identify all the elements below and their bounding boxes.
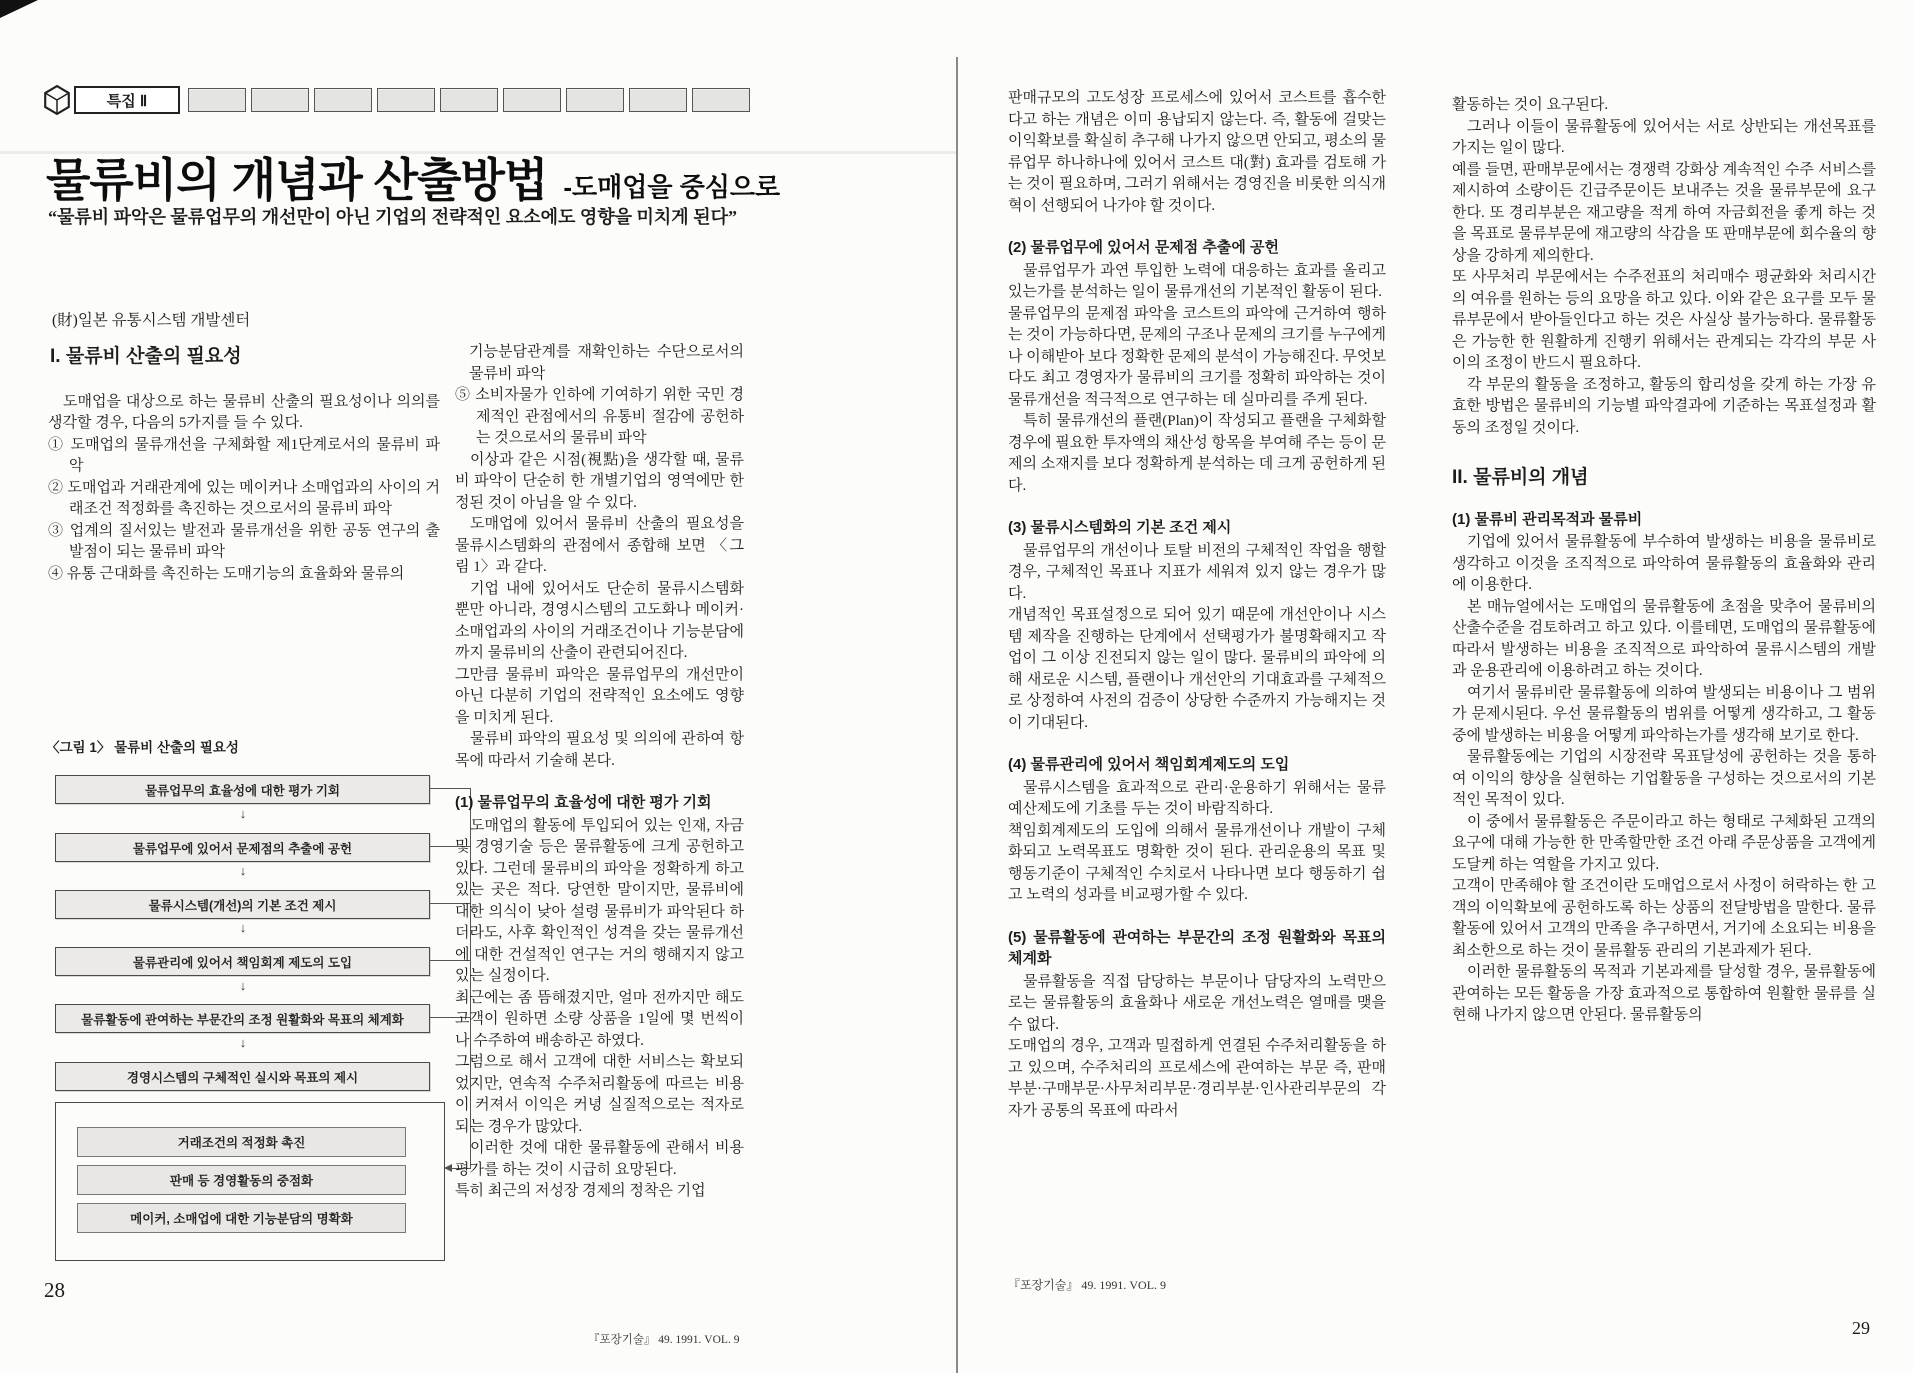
article-subtitle-suffix: -도매업을 중심으로 xyxy=(563,172,781,202)
section-heading: (4) 물류관리에 있어서 책임회계제도의 도입 xyxy=(1008,756,1290,773)
paragraph: 활동하는 것이 요구된다. xyxy=(1452,97,1609,113)
header-tab xyxy=(251,88,309,112)
flow-box: 경영시스템의 구체적인 실시와 목표의 제시 xyxy=(55,1062,430,1091)
section-heading: (1) 물류업무의 효율성에 대한 평가 기회 xyxy=(455,794,712,811)
paragraph: 최근에는 좀 뜸해졌지만, 얼마 전까지만 해도 고객이 원하면 소량 상품을 1일에 몇 번씩이나 수주하여 배송하곤 하였다. xyxy=(455,989,744,1049)
paragraph: 고객이 만족해야 할 조건이란 도매업으로서 사정이 허락하는 한 고객의 이익확보에 공헌하도록 하는 상품의 전달방법을 말한다. 물류활동에 있어서 고객의 만족을 추구하면서, 거기에 소요되는 비용을 최소한으로 하는 것이 물류활동 관리의 기본과제가 된다. xyxy=(1452,878,1876,959)
paragraph: 물류시스템을 효과적으로 관리·운용하기 위해서는 물류예산제도에 기초를 두는 것이 바람직하다. xyxy=(1008,779,1386,817)
down-arrow-icon: ↓ xyxy=(239,863,247,878)
paragraph: 이러한 물류활동의 목적과 기본과제를 달성할 경우, 물류활동에 관여하는 모든 활동을 가장 효과적으로 통합하여 원활한 물류를 실현해 나가지 않으면 안된다. 물류활동의 xyxy=(1452,964,1876,1023)
paragraph: 물류업무가 과연 투입한 노력에 대응하는 효과를 올리고 있는가를 분석하는 일이 물류개선의 기본적인 활동이 된다. xyxy=(1008,262,1386,300)
article-title: 물류비의 개념과 산출방법 -도매업을 중심으로 xyxy=(46,154,781,206)
paragraph: 도매업에 있어서 물류비 산출의 필요성을 물류시스템화의 관점에서 종합해 보면 〈그림 1〉과 같다. xyxy=(455,516,744,575)
header-tab xyxy=(503,88,561,112)
pull-quote: “물류비 파악은 물류업무의 개선만이 아닌 기업의 전략적인 요소에도 영향을 미치게 된다” xyxy=(48,207,737,227)
special-feature-header xyxy=(44,84,755,116)
left-arrowhead-icon xyxy=(444,1164,452,1172)
paragraph: 도매업의 경우, 고객과 밀접하게 연결된 수주처리활동을 하고 있으며, 수주처리의 프로세스에 관여하는 부문 즉, 판매부분·구매부문·사무처리부문·경리부분·인사관리부문의 각자가 공통의 목표에 따라서 xyxy=(1008,1038,1386,1119)
header-tab xyxy=(440,88,498,112)
header-tab xyxy=(629,88,687,112)
column-2 xyxy=(455,342,744,1203)
section-heading: (3) 물류시스템화의 기본 조건 제시 xyxy=(1008,519,1232,536)
down-arrow-icon: ↓ xyxy=(239,1035,247,1050)
paragraph: 도매업을 대상으로 하는 물류비 산출의 필요성이나 의의를 생각할 경우, 다음의 5가지를 들 수 있다. xyxy=(48,393,440,431)
paragraph: 특히 물류개선의 플랜(Plan)이 작성되고 플랜을 구체화할 경우에 필요한 투자액의 채산성 항목을 부여해 주는 등이 문제의 소재지를 보다 정확하게 분석하는 데 크게 공헌하게 된다. xyxy=(1008,413,1386,494)
journal-footer-right: 『포장기술』 49. 1991. VOL. 9 xyxy=(1008,1278,1167,1292)
column-4 xyxy=(1452,95,1876,1027)
header-tab xyxy=(566,88,624,112)
paragraph: 기업에 있어서 물류활동에 부수하여 발생하는 비용을 물류비로 생각하고 이것을 조직적으로 파악하여 물류활동의 효율화와 관리에 이용한다. xyxy=(1452,534,1876,593)
section-heading: (5) 물류활동에 관여하는 부문간의 조정 원활화와 목표의 체계화 xyxy=(1008,928,1386,967)
paragraph: 본 매뉴얼에서는 도매업의 물류활동에 초점을 맞추어 물류비의 산출수준을 검토하려고 하고 있다. 이를테면, 도매업의 물류활동에 따라서 발생하는 비용을 조직적으로 파악하여 물류시스템의 개발과 운용관리에 이용하려고 하는 것이다. xyxy=(1452,598,1876,679)
header-tab xyxy=(377,88,435,112)
section-heading: I. 물류비 산출의 필요성 xyxy=(50,346,242,367)
paragraph: 또 사무처리 부문에서는 수주전표의 처리매수 평균화와 처리시간의 여유를 원하는 등의 요망을 하고 있다. 이와 같은 요구를 모두 물류부문에서 받아들인다고 하는 것은 사실상 불가능하다. 물류활동은 가능한 한 원활하게 진행키 위해서는 관계되는 각각의 부문 사이의 조정이 반드시 필요하다. xyxy=(1452,269,1876,371)
flow-box: 물류활동에 관여하는 부문간의 조정 원활화와 목표의 체계화 xyxy=(55,1004,430,1033)
section-heading: II. 물류비의 개념 xyxy=(1452,467,1589,488)
cube-icon xyxy=(44,85,70,115)
down-arrow-icon: ↓ xyxy=(239,806,247,821)
paragraph: 판매규모의 고도성장 프로세스에 있어서 코스트를 흡수한다고 하는 개념은 이미 용납되지 않는다. 즉, 활동에 걸맞는 이익확보를 확실히 추구해 나가지 않으면 안되고, 평소의 물류업무 하나하나에 있어서 코스트 대(對) 효과를 검토해 가는 것이 필요하며, 그러기 위해서는 경영진을 비롯한 의식개혁이 선행되어 나가야 할 것이다. xyxy=(1008,90,1386,214)
paragraph: 그럼으로 해서 고객에 대한 서비스는 확보되었지만, 연속적 수주처리활동에 따르는 비용이 커져서 이익은 커녕 실질적으로는 적자로 되는 경우가 많았다. xyxy=(455,1054,744,1135)
paragraph: 그만큼 물류비 파악은 물류업무의 개선만이 아닌 다분히 기업의 전략적인 요소에도 영향을 미치게 된다. xyxy=(455,666,744,726)
paragraph: ④ 유통 근대화를 촉진하는 도매기능의 효율화와 물류의 xyxy=(48,565,405,582)
figure-caption: 〈그림 1〉 물류비 산출의 필요성 xyxy=(46,740,239,755)
paragraph: 이상과 같은 시점(視點)을 생각할 때, 물류비 파악이 단순히 한 개별기업의 영역에만 한정된 것이 아님을 알 수 있다. xyxy=(455,451,744,511)
paragraph: 예를 들면, 판매부문에서는 경쟁력 강화상 계속적인 수주 서비스를 제시하여 소량이든 긴급주문이든 보내주는 것을 물류부문에 요구한다. 또 경리부분은 재고량을 적게 하여 자금회전을 좋게 하는 것을 목표로 물류부문에 재고량의 삭감을 또 판매부문에 회수율의 향상을 강하게 제의한다. xyxy=(1452,161,1876,264)
section-heading: (1) 물류비 관리목적과 물류비 xyxy=(1452,510,1643,528)
page-number-right: 29 xyxy=(1852,1318,1870,1338)
paragraph: 책임회계제도의 도입에 의해서 물류개선이나 개발이 구체화되고 노력목표도 명확한 것이 된다. 관리운용의 목표 및 행동기준이 구체적인 수치로서 나타나면 보다 행동하기 쉽고 노력의 성과를 비교평가할 수 있다. xyxy=(1008,822,1386,903)
figure-flowchart xyxy=(55,772,475,1267)
flow-box: 물류관리에 있어서 책임회계 제도의 도입 xyxy=(55,947,430,976)
flow-box: 물류시스템(개선)의 기본 조건 제시 xyxy=(55,890,430,919)
page-number-left: 28 xyxy=(44,1278,65,1302)
column-3 xyxy=(1008,88,1386,1122)
paragraph: 기업 내에 있어서도 단순히 물류시스템화뿐만 아니라, 경영시스템의 고도화나 메이커·소매업과의 사이의 거래조건이나 기능분담에까지 물류비의 산출이 관련되어진다. xyxy=(455,580,744,661)
section-heading: (2) 물류업무에 있어서 문제점 추출에 공헌 xyxy=(1008,239,1280,256)
journal-footer-left: 『포장기술』 49. 1991. VOL. 9 xyxy=(588,1334,740,1346)
paragraph: 이 중에서 물류활동은 주문이라고 하는 형태로 구체화된 고객의 요구에 대해 가능한 한 만족할만한 조건 아래 주문상품을 고객에게 도달케 하는 역할을 가지고 있다. xyxy=(1452,813,1876,873)
flow-result-box: 판매 등 경영활동의 중점화 xyxy=(77,1165,406,1195)
paragraph: 물류업무의 문제점 파악을 코스트의 파악에 근거하여 행하는 것이 가능하다면, 문제의 구조나 문제의 크기를 누구에게나 이해받아 보다 정확한 문제의 분석이 가능해진다. 무엇보다도 최고 경영자가 물류비의 크기를 정확히 파악하는 것이 물류개선을 적극적으로 연구하는 데 실마리를 주게 된다. xyxy=(1008,305,1386,408)
paragraph: 물류활동을 직접 담당하는 부문이나 담당자의 노력만으로는 물류활동의 효율화나 새로운 개선노력은 열매를 맺을 수 없다. xyxy=(1008,973,1386,1033)
down-arrow-icon: ↓ xyxy=(239,978,247,993)
header-tab xyxy=(314,88,372,112)
paragraph: ① 도매업의 물류개선을 구체화할 제1단계로서의 물류비 파악 xyxy=(48,436,440,474)
paragraph: 그러나 이들이 물류활동에 있어서는 서로 상반되는 개선목표를 가지는 일이 많다. xyxy=(1452,118,1876,156)
feature-tag xyxy=(74,86,180,114)
column-1 xyxy=(48,346,440,585)
paragraph: 특히 최근의 저성장 경제의 정착은 기업 xyxy=(455,1183,706,1199)
paragraph: 기능분담관계를 재확인하는 수단으로서의 물류비 파악 xyxy=(469,344,744,382)
header-tab xyxy=(188,88,246,112)
down-arrow-icon: ↓ xyxy=(239,920,247,935)
feature-tag-label: 특집 Ⅱ xyxy=(106,92,148,110)
paragraph: 도매업의 활동에 투입되어 있는 인재, 자금 및 경영기술 등은 물류활동에 크게 공헌하고 있다. 그런데 물류비의 파악을 정확하게 하고 있는 곳은 적다. 당연한 말이지만, 물류비에 대한 의식이 낮아 설령 물류비가 파악된다 하더라도, 사후 확인적인 성격을 갖는 물류개선에 대한 건설적인 연구는 거의 행해지지 않고 있는 실정이다. xyxy=(455,817,744,984)
flow-result-box: 메이커, 소매업에 대한 기능분담의 명확화 xyxy=(77,1203,406,1233)
flow-result-box: 거래조건의 적정화 촉진 xyxy=(77,1127,406,1157)
flow-box: 물류업무에 있어서 문제점의 추출에 공헌 xyxy=(55,833,430,862)
scan-corner-artifact xyxy=(0,0,38,18)
paragraph: ③ 업계의 질서있는 발전과 물류개선을 위한 공동 연구의 출발점이 되는 물류비 파악 xyxy=(48,522,440,560)
header-tab xyxy=(692,88,750,112)
paragraph: 각 부문의 활동을 조정하고, 활동의 합리성을 갖게 하는 가장 유효한 방법은 물류비의 기능별 파악결과에 기준하는 목표설정과 활동의 조정일 것이다. xyxy=(1452,376,1876,436)
paragraph: 개념적인 목표설정으로 되어 있기 때문에 개선안이나 시스템 제작을 진행하는 단계에서 선택평가가 불명확해지고 작업이 그 이상 진전되지 않는 일이 많다. 물류비의 파악에 의해 새로운 시스템, 플랜이나 개선안의 기대효과를 구체적으로 상정하여 사전의 검증이 상당한 수준까지 가능해지는 것이 기대된다. xyxy=(1008,607,1386,731)
paragraph: 여기서 물류비란 물류활동에 의하여 발생되는 비용이나 그 범위가 문제시된다. 우선 물류활동의 범위를 어떻게 생각하고, 그 활동중에 발생하는 비용을 어떻게 파악하는가를 생각해 보기로 한다. xyxy=(1452,684,1876,744)
paragraph: 물류활동에는 기업의 시장전략 목표달성에 공헌하는 것을 통하여 이익의 향상을 실현하는 기업활동을 구성하는 것으로서의 기본적인 목적이 있다. xyxy=(1452,749,1876,808)
paragraph: ② 도매업과 거래관계에 있는 메이커나 소매업과의 사이의 거래조건 적정화를 촉진하는 것으로서의 물류비 파악 xyxy=(48,479,440,517)
author-byline: (財)일본 유통시스템 개발센터 xyxy=(52,312,251,329)
header-tabs xyxy=(188,88,755,112)
page-divider xyxy=(956,57,958,1373)
paragraph: 이러한 것에 대한 물류활동에 관해서 비용평가를 하는 것이 시급히 요망된다. xyxy=(455,1140,744,1178)
flow-box: 물류업무의 효율성에 대한 평가 기회 xyxy=(55,775,430,804)
paragraph: 물류비 파악의 필요성 및 의의에 관하여 항목에 따라서 기술해 본다. xyxy=(455,731,744,769)
paragraph: ⑤ 소비자물가 인하에 기여하기 위한 국민 경제적인 관점에서의 유통비 절감에 공헌하는 것으로서의 물류비 파악 xyxy=(455,387,744,446)
paragraph: 물류업무의 개선이나 토탈 비전의 구체적인 작업을 행할 경우, 구체적인 목표나 지표가 세워져 있지 않는 경우가 많다. xyxy=(1008,542,1386,602)
